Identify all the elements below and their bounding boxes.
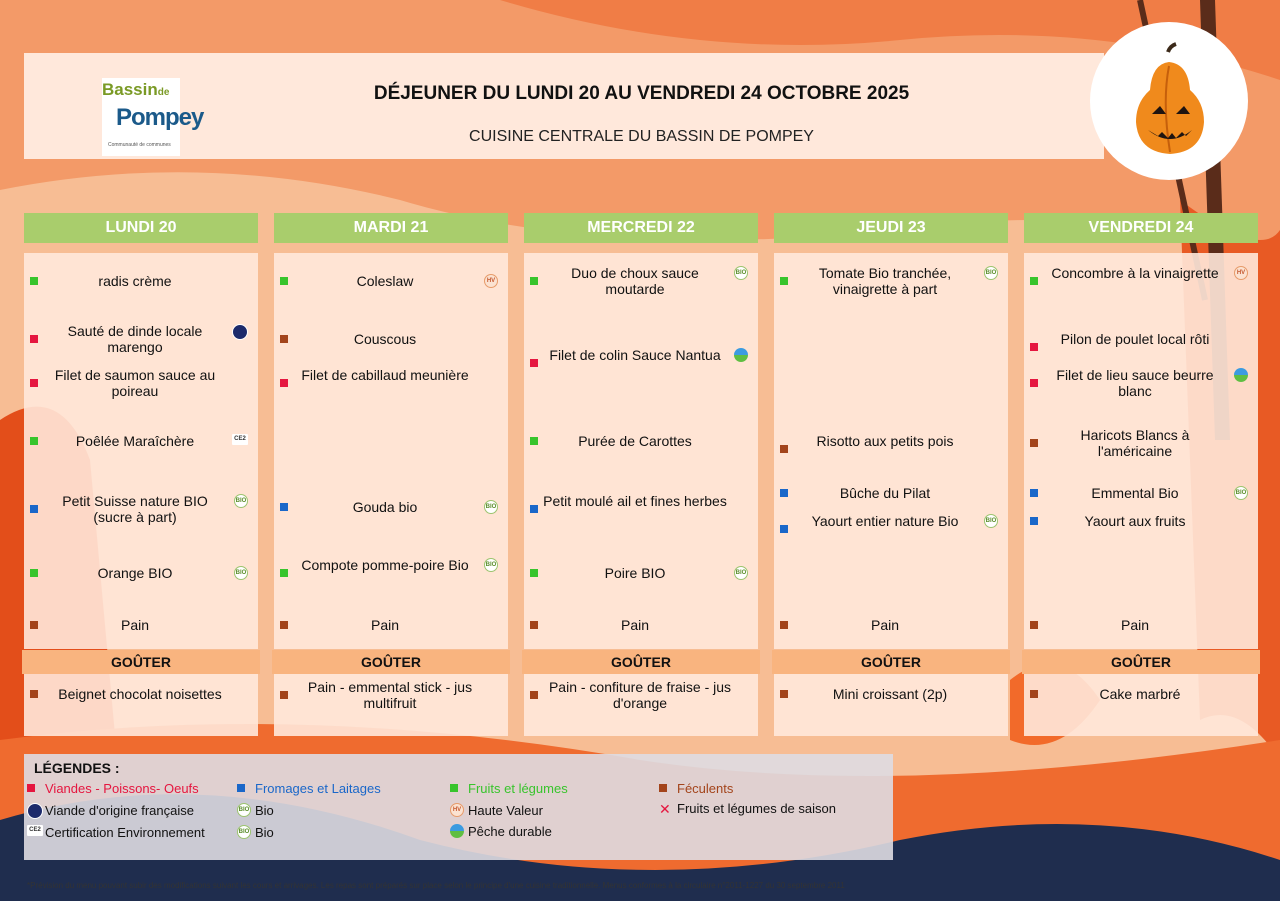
brown-square-icon: [280, 691, 288, 699]
legend-hv: HV Haute Valeur: [450, 803, 543, 818]
menu-item: [274, 499, 508, 515]
french-meat-icon: [232, 324, 248, 340]
blue-square-icon: [30, 505, 38, 513]
menu-item: [774, 513, 1008, 529]
brown-square-icon: [1030, 690, 1038, 698]
menu-list: [24, 253, 258, 649]
page-title: DÉJEUNER DU LUNDI 20 AU VENDREDI 24 OCTOBRE 2025: [373, 83, 910, 104]
brown-square-icon: [780, 621, 788, 629]
legend-panel: [24, 754, 893, 860]
menu-item-label: Petit Suisse nature BIO (sucre à part): [62, 493, 208, 525]
menu-item: [524, 347, 758, 363]
menu-list: [274, 253, 508, 649]
brown-square-icon: [30, 690, 38, 698]
menu-item-label: Filet de cabillaud meunière: [301, 367, 469, 383]
menu-item-label: Poêlée Maraîchère: [75, 433, 195, 449]
brown-square-icon: [280, 335, 288, 343]
green-square-icon: [1030, 277, 1038, 285]
brown-square-icon: [659, 784, 667, 792]
french-meat-icon: [27, 803, 43, 819]
day-header: VENDREDI 24: [1024, 213, 1258, 243]
gouter-body: [274, 674, 508, 736]
legend-origine: Viande d'origine française: [27, 803, 194, 818]
blue-square-icon: [780, 489, 788, 497]
menu-item-label: Risotto aux petits pois: [816, 433, 954, 449]
day-column: [1024, 213, 1258, 702]
red-square-icon: [280, 379, 288, 387]
menu-item-label: Sauté de dinde locale marengo: [67, 323, 203, 355]
legend-bio1: BIO Bio: [238, 803, 274, 818]
menu-item-label: Filet de saumon sauce au poireau: [54, 367, 216, 399]
menu-item-label: Haricots Blancs à l'américaine: [1080, 427, 1190, 459]
header-panel: [24, 53, 1104, 159]
day-header: LUNDI 20: [24, 213, 258, 243]
brown-square-icon: [280, 621, 288, 629]
bio-icon: BIO: [484, 500, 498, 514]
legend-title: LÉGENDES :: [34, 760, 120, 776]
red-square-icon: [30, 379, 38, 387]
menu-list: [774, 253, 1008, 649]
menu-item: [524, 433, 758, 449]
legend-feculents: Féculents: [659, 781, 733, 796]
haute-valeur-icon: HV: [1234, 266, 1248, 280]
brown-square-icon: [780, 690, 788, 698]
brown-square-icon: [780, 445, 788, 453]
bio-icon: BIO: [984, 514, 998, 528]
menu-item: [24, 617, 258, 633]
green-square-icon: [30, 569, 38, 577]
gouter-item-label: Mini croissant (2p): [832, 686, 948, 702]
gouter-body: [1024, 674, 1258, 736]
bio-icon: BIO: [734, 266, 748, 280]
menu-item: [524, 265, 758, 297]
brown-square-icon: [30, 621, 38, 629]
menu-item-label: Yaourt aux fruits: [1084, 513, 1186, 529]
blue-square-icon: [1030, 489, 1038, 497]
menu-item: [274, 273, 508, 289]
blue-square-icon: [237, 784, 245, 792]
green-square-icon: [280, 569, 288, 577]
red-square-icon: [27, 784, 35, 792]
menu-item-label: Pain: [120, 617, 150, 633]
blue-square-icon: [530, 505, 538, 513]
gouter-item-label: Pain - confiture de fraise - jus d'orange: [548, 679, 732, 711]
day-header: JEUDI 23: [774, 213, 1008, 243]
menu-item: [774, 617, 1008, 633]
menu-item-label: Pain: [370, 617, 400, 633]
red-square-icon: [1030, 343, 1038, 351]
blue-square-icon: [1030, 517, 1038, 525]
gouter-item: [24, 686, 258, 702]
menu-item-label: Poire BIO: [604, 565, 666, 581]
menu-item: [1024, 427, 1258, 459]
menu-item-label: Pain: [1120, 617, 1150, 633]
menu-item: [24, 565, 258, 581]
day-column: [524, 213, 758, 711]
bio-icon: BIO: [234, 566, 248, 580]
green-square-icon: [530, 437, 538, 445]
green-square-icon: [280, 277, 288, 285]
bio-icon: BIO: [984, 266, 998, 280]
gouter-item-label: Pain - emmental stick - jus multifruit: [307, 679, 473, 711]
gouter-header: GOÛTER: [22, 650, 260, 674]
menu-item-label: radis crème: [98, 273, 172, 289]
menu-item: [1024, 617, 1258, 633]
menu-item-label: Compote pomme-poire Bio: [301, 557, 469, 573]
legend-viandes: Viandes - Poissons- Oeufs: [27, 781, 199, 796]
menu-item: [274, 557, 508, 573]
peche-durable-icon: [1234, 368, 1248, 382]
green-square-icon: [30, 277, 38, 285]
bio-icon: BIO: [484, 558, 498, 572]
day-column: [774, 213, 1008, 702]
blue-square-icon: [780, 525, 788, 533]
legend-saison: ✕ Fruits et légumes de saison: [659, 801, 836, 817]
green-square-icon: [530, 277, 538, 285]
menu-item-label: Filet de colin Sauce Nantua: [549, 347, 721, 363]
legend-ce2: CE2 Certification Environnement: [27, 825, 205, 840]
peche-durable-icon: [450, 824, 464, 838]
haute-valeur-icon: HV: [484, 274, 498, 288]
menu-item: [524, 493, 758, 509]
menu-item: [274, 331, 508, 347]
menu-item-label: Purée de Carottes: [578, 433, 692, 449]
menu-item-label: Orange BIO: [97, 565, 173, 581]
menu-item: [1024, 367, 1258, 399]
red-square-icon: [30, 335, 38, 343]
menu-item: [524, 617, 758, 633]
menu-item-label: Duo de choux sauce moutarde: [571, 265, 699, 297]
seasonal-icon: ✕: [659, 801, 671, 817]
pumpkin-icon: [1090, 22, 1248, 180]
menu-item: [24, 433, 258, 449]
menu-item-label: Concombre à la vinaigrette: [1051, 265, 1219, 281]
menu-list: [1024, 253, 1258, 649]
gouter-item: [774, 686, 1008, 702]
gouter-item: [274, 679, 508, 711]
menu-item-label: Pilon de poulet local rôti: [1060, 331, 1210, 347]
menu-item-label: Emmental Bio: [1091, 485, 1179, 501]
menu-item-label: Petit moulé ail et fines herbes: [543, 493, 727, 509]
gouter-body: [24, 674, 258, 736]
menu-item: [274, 617, 508, 633]
menu-item: [774, 433, 1008, 449]
ce2-certification-icon: CE2: [232, 434, 248, 445]
menu-item-label: Coleslaw: [356, 273, 414, 289]
ce2-certification-icon: CE2: [27, 825, 43, 836]
brown-square-icon: [1030, 621, 1038, 629]
footer-note: *Prévision du menu pouvant subir des modifications suivant les cours et arrivages. Les repas sont préparés sur place selon le principe d'une cuisine traditionnelle. Menus conformes à la circulaire n°2011-1227 du 30 septembre 2011: [27, 881, 845, 890]
bio-icon: BIO: [234, 494, 248, 508]
green-square-icon: [30, 437, 38, 445]
haute-valeur-icon: HV: [450, 803, 464, 817]
blue-square-icon: [280, 503, 288, 511]
menu-item: [1024, 265, 1258, 281]
gouter-body: [524, 674, 758, 736]
brown-square-icon: [1030, 439, 1038, 447]
menu-item: [774, 485, 1008, 501]
menu-item-label: Pain: [620, 617, 650, 633]
legend-bio2: BIO Bio: [238, 825, 274, 840]
gouter-header: GOÛTER: [522, 650, 760, 674]
bio-icon: BIO: [237, 803, 251, 817]
day-header: MARDI 21: [274, 213, 508, 243]
day-column: [274, 213, 508, 711]
menu-item-label: Pain: [870, 617, 900, 633]
gouter-header: GOÛTER: [1022, 650, 1260, 674]
day-header: MERCREDI 22: [524, 213, 758, 243]
gouter-item: [524, 679, 758, 711]
bio-icon: BIO: [1234, 486, 1248, 500]
peche-durable-icon: [734, 348, 748, 362]
menu-item: [24, 493, 258, 525]
bio-icon: BIO: [734, 566, 748, 580]
menu-item: [524, 565, 758, 581]
menu-item-label: Couscous: [353, 331, 417, 347]
gouter-header: GOÛTER: [772, 650, 1010, 674]
menu-item: [24, 273, 258, 289]
menu-item: [1024, 513, 1258, 529]
menu-item: [774, 265, 1008, 297]
gouter-header: GOÛTER: [272, 650, 510, 674]
page-subtitle: CUISINE CENTRALE DU BASSIN DE POMPEY: [469, 128, 814, 145]
red-square-icon: [530, 359, 538, 367]
menu-item-label: Gouda bio: [352, 499, 418, 515]
menu-list: [524, 253, 758, 649]
menu-item-label: Yaourt entier nature Bio: [811, 513, 959, 529]
green-square-icon: [530, 569, 538, 577]
pumpkin-badge: [1090, 22, 1248, 180]
gouter-item-label: Cake marbré: [1099, 686, 1181, 702]
brown-square-icon: [530, 691, 538, 699]
menu-item: [1024, 485, 1258, 501]
legend-peche: Pêche durable: [450, 824, 552, 839]
day-column: [24, 213, 258, 702]
gouter-item-label: Beignet chocolat noisettes: [58, 686, 222, 702]
menu-item-label: Bûche du Pilat: [839, 485, 931, 501]
green-square-icon: [780, 277, 788, 285]
menu-item: [24, 323, 258, 355]
gouter-body: [774, 674, 1008, 736]
legend-fruits: Fruits et légumes: [450, 781, 568, 796]
red-square-icon: [1030, 379, 1038, 387]
menu-item-label: Filet de lieu sauce beurre blanc: [1056, 367, 1214, 399]
bio-icon: BIO: [237, 825, 251, 839]
menu-item-label: Tomate Bio tranchée, vinaigrette à part: [818, 265, 952, 297]
legend-fromages: Fromages et Laitages: [237, 781, 381, 796]
green-square-icon: [450, 784, 458, 792]
bassin-de-pompey-logo: Bassinde Pompey Communauté de communes: [102, 78, 180, 156]
menu-item: [1024, 331, 1258, 347]
brown-square-icon: [530, 621, 538, 629]
gouter-item: [1024, 686, 1258, 702]
menu-item: [24, 367, 258, 399]
menu-item: [274, 367, 508, 383]
